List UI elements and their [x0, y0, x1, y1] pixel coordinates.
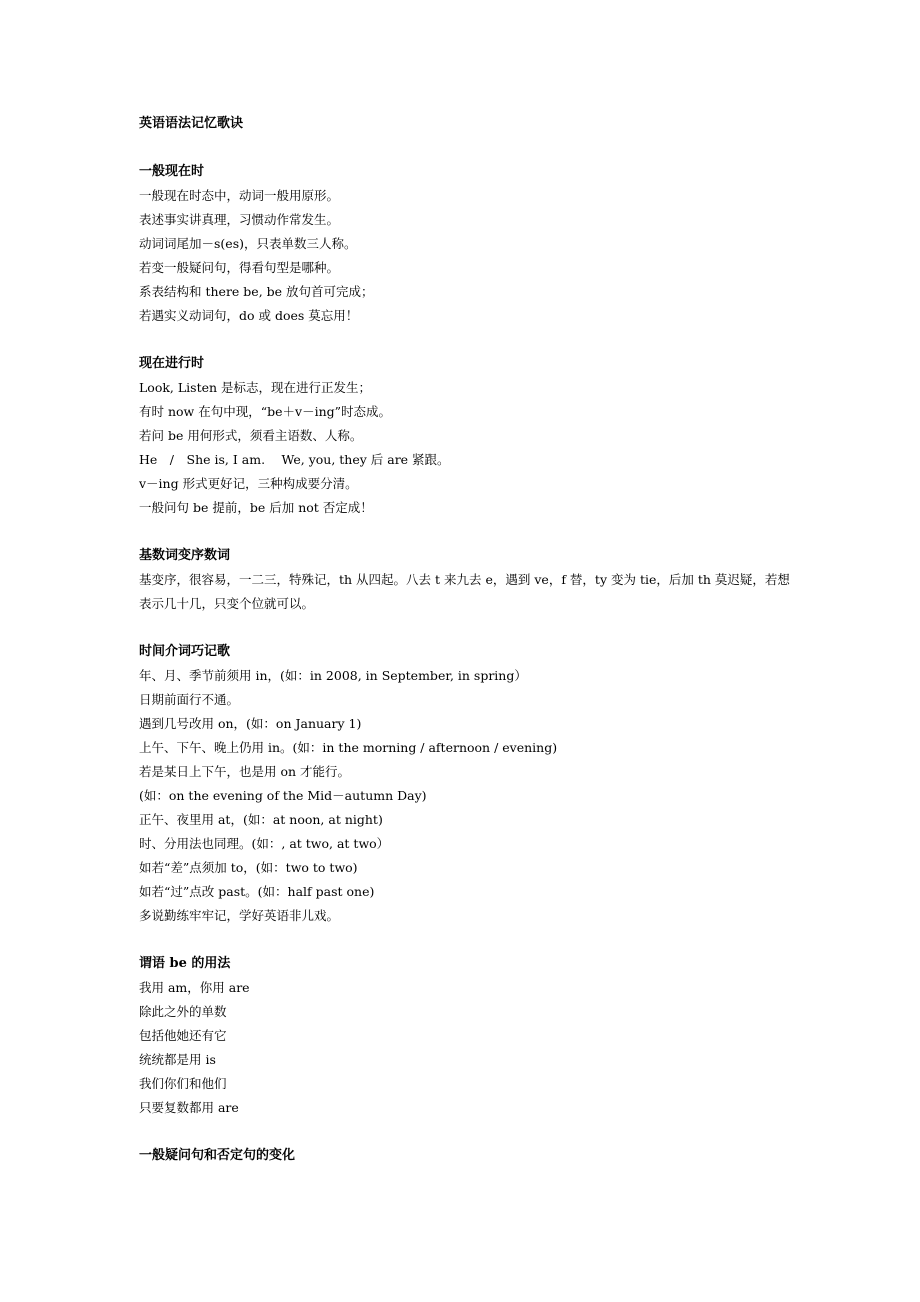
verse-line: 多说勤练牢牢记，学好英语非儿戏。	[139, 908, 340, 923]
section-heading-time-prepositions: 时间介词巧记歌	[139, 644, 231, 659]
verse-paragraph: 基变序，很容易，一二三，特殊记，th 从四起。八去 t 来九去 e，遇到 ve，f 替，ty 变为 tie，后加 th 莫迟疑，若想表示几十几，只变个位就可以。	[139, 572, 790, 611]
document-page	[139, 112, 799, 1168]
spacer	[139, 520, 799, 544]
verse-line: He / She is, I am. We, you, they 后 are 紧跟。	[139, 452, 450, 467]
spacer	[139, 1120, 799, 1144]
verse-line: 若变一般疑问句，得看句型是哪种。	[139, 260, 340, 275]
verse-line: v－ing 形式更好记，三种构成要分清。	[139, 476, 358, 491]
verse-line: 若问 be 用何形式，须看主语数、人称。	[139, 428, 363, 443]
verse-line: 一般现在时态中，动词一般用原形。	[139, 188, 340, 203]
verse-line: Look, Listen 是标志，现在进行正发生；	[139, 380, 372, 395]
verse-line: 动词词尾加－s(es)，只表单数三人称。	[139, 236, 357, 251]
section-heading-questions-negatives: 一般疑问句和否定句的变化	[139, 1148, 296, 1163]
section-heading-ordinal-numbers: 基数词变序数词	[139, 548, 231, 563]
section-heading-simple-present: 一般现在时	[139, 164, 205, 179]
verse-line: 日期前面行不通。	[139, 692, 240, 707]
section-heading-present-progressive: 现在进行时	[139, 356, 205, 371]
verse-line: 统统都是用 is	[139, 1052, 216, 1067]
verse-line: 上午、下午、晚上仍用 in。(如：in the morning / afternoon / evening)	[139, 740, 558, 755]
verse-line: 如若“过”点改 past。(如：half past one)	[139, 884, 375, 899]
verse-line: 若是某日上下午，也是用 on 才能行。	[139, 764, 351, 779]
verse-line: 若遇实义动词句，do 或 does 莫忘用！	[139, 308, 359, 323]
verse-line: 只要复数都用 are	[139, 1100, 239, 1115]
verse-line: 正午、夜里用 at，(如：at noon, at night)	[139, 812, 383, 827]
verse-line: 我们你们和他们	[139, 1076, 227, 1091]
section-heading-be-usage: 谓语 be 的用法	[139, 956, 231, 971]
spacer	[139, 136, 799, 160]
verse-line: 一般问句 be 提前，be 后加 not 否定成！	[139, 500, 373, 515]
verse-line: 有时 now 在句中现，“be＋v－ing”时态成。	[139, 404, 392, 419]
verse-line: 遇到几号改用 on，(如：on January 1)	[139, 716, 362, 731]
verse-line: 我用 am，你用 are	[139, 980, 250, 995]
spacer	[139, 616, 799, 640]
spacer	[139, 928, 799, 952]
verse-line: (如：on the evening of the Mid－autumn Day)	[139, 788, 427, 803]
verse-line: 表述事实讲真理，习惯动作常发生。	[139, 212, 340, 227]
document-title: 英语语法记忆歌诀	[139, 116, 244, 131]
verse-line: 系表结构和 there be, be 放句首可完成；	[139, 284, 374, 299]
verse-line: 时、分用法也同理。(如：, at two, at two）	[139, 836, 390, 851]
spacer	[139, 328, 799, 352]
verse-line: 除此之外的单数	[139, 1004, 227, 1019]
verse-line: 如若“差”点须加 to，(如：two to two)	[139, 860, 358, 875]
verse-line: 年、月、季节前须用 in，(如：in 2008, in September, in spring）	[139, 668, 527, 683]
verse-line: 包括他她还有它	[139, 1028, 227, 1043]
